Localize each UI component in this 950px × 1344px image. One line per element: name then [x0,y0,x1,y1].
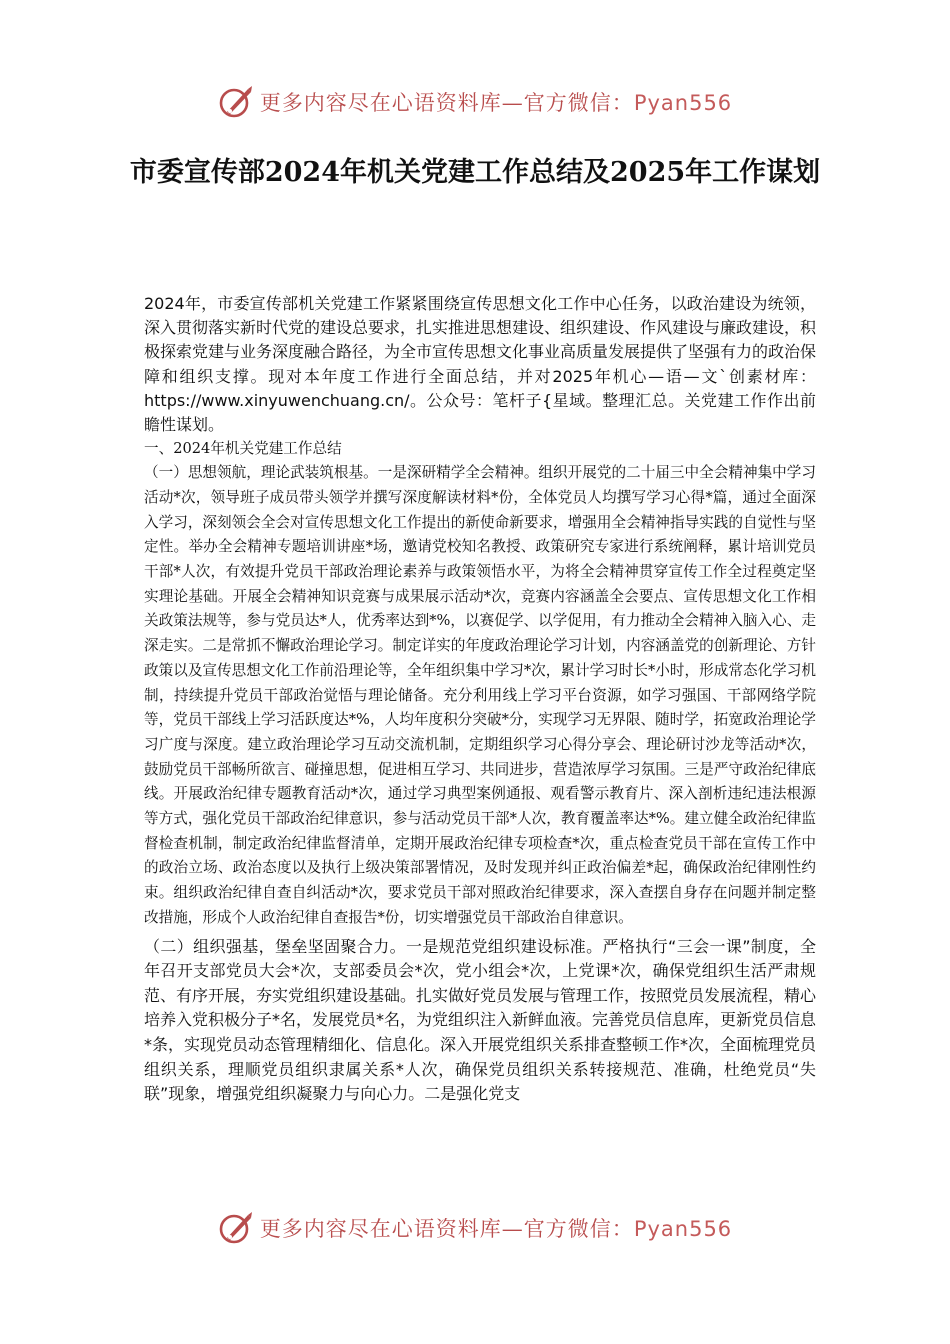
paragraph-ideological: （一）思想领航，理论武装筑根基。一是深研精学全会精神。组织开展党的二十届三中全会精神集中学习活动*次，领导班子成员带头领学并撰写深度解读材料*份，全体党员人均撰写学习心得*篇，通过全面深入学习，深刻领会全会对宣传思想文化工作提出的新使命新要求，增强用全会精神指导实践的自觉性与坚定性。举办全会精神专题培训讲座*场，邀请党校知名教授、政策研究专家进行系统阐释，累计培训党员干部*人次，有效提升党员干部政治理论素养与政策领悟水平，为将全会精神贯穿宣传工作全过程奠定坚实理论基础。开展全会精神知识竞赛与成果展示活动*次，竞赛内容涵盖全会要点、宣传思想文化工作相关政策法规等，参与党员达*人，优秀率达到*%，以赛促学、以学促用，有力推动全会精神入脑入心、走深走实。二是常抓不懈政治理论学习。制定详实的年度政治理论学习计划，内容涵盖党的创新理论、方针政策以及宣传思想文化工作前沿理论等，全年组织集中学习*次，累计学习时长*小时，形成常态化学习机制，持续提升党员干部政治觉悟与理论储备。充分利用线上学习平台资源，如学习强国、干部网络学院等，党员干部线上学习活跃度达*%，人均年度积分突破*分，实现学习无界限、随时学，拓宽政治理论学习广度与深度。建立政治理论学习互动交流机制，定期组织学习心得分享会、理论研讨沙龙等活动*次，鼓励党员干部畅所欲言、碰撞思想，促进相互学习、共同进步，营造浓厚学习氛围。三是严守政治纪律底线。开展政治纪律专题教育活动*次，通过学习典型案例通报、观看警示教育片、深入剖析违纪违法根源等方式，强化党员干部政治纪律意识，参与活动党员干部*人次，教育覆盖率达*%。建立健全政治纪律监督检查机制，制定政治纪律监督清单，定期开展政治纪律专项检查*次，重点检查党员干部在宣传工作中的政治立场、政治态度以及执行上级决策部署情况，及时发现并纠正政治偏差*起，确保政治纪律刚性约束。组织政治纪律自查自纠活动*次，要求党员干部对照政治纪律要求，深入查摆自身存在问题并制定整改措施，形成个人政治纪律自查报告*份，切实增强党员干部政治自律意识。 [144,464,816,926]
document-title: 市委宣传部2024年机关党建工作总结及2025年工作谋划 [129,157,821,188]
header-watermark-banner [0,82,950,122]
section-heading: 一、2024年机关党建工作总结 [144,440,342,458]
document-body [144,292,816,1107]
paragraph-organizational: （二）组织强基，堡垒坚固聚合力。一是规范党组织建设标准。严格执行“三会一课”制度，全年召开支部党员大会*次，支部委员会*次，党小组会*次，上党课*次，确保党组织生活严肃规范、有序开展，夯实党组织建设基础。扎实做好党员发展与管理工作，按照党员发展流程，精心培养入党积极分子*名，发展党员*名，为党组织注入新鲜血液。完善党员信息库，更新党员信息*条，实现党员动态管理精细化、信息化。深入开展党组织关系排查整顿工作*次，全面梳理党员组织关系，理顺党员组织隶属关系*人次，确保党员组织关系转接规范、准确，杜绝党员“失联”现象，增强党组织凝聚力与向心力。二是强化党支 [144,936,817,1104]
quill-pen-logo-icon [218,84,254,120]
watermark-text: 更多内容尽在心语资料库—官方微信：Pyan556 [259,1217,733,1241]
intro-paragraph: 2024年，市委宣传部机关党建工作紧紧围绕宣传思想文化工作中心任务，以政治建设为统领，深入贯彻落实新时代党的建设总要求，扎实推进思想建设、组织建设、作风建设与廉政建设，积极探索党建与业务深度融合路径，为全市宣传思想文化事业高质量发展提供了坚强有力的政治保障和组织支撑。现对本年度工作进行全面总结，并对2025年机心—语—文`创素材库：https://www.xinyuwenchuang.cn/。公众号：笔杆子{星域。整理汇总。关党建工作作出前瞻性谋划。 [144,294,817,435]
quill-pen-logo-icon [218,1210,254,1246]
footer-watermark-banner [0,1208,950,1248]
watermark-text: 更多内容尽在心语资料库—官方微信：Pyan556 [259,91,733,115]
